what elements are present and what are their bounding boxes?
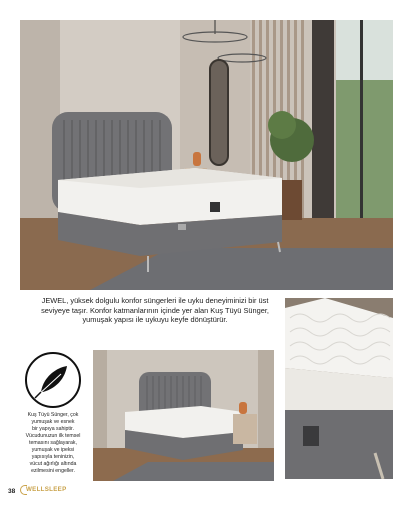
product-description [30,296,280,325]
feather-icon-badge [25,352,81,408]
mattress-closeup-photo [285,298,393,479]
page-number: 38 [8,488,16,495]
mattress-closeup-illustration [285,298,393,479]
bedroom-illustration [93,350,274,481]
feather-icon [27,354,79,406]
feather-foam-description [18,412,88,475]
feature-line: ezilmesini engeller. [31,468,75,474]
feature-line: yapısıyla teninizin, [31,454,75,460]
brand-logo: WELLSLEEP [26,486,67,493]
feature-line: Kuş Tüyü Sünger, çok [27,412,79,418]
bedroom-photo [93,350,274,481]
feature-line: yumuşak ve ipeksi [31,447,75,453]
hero-bed-photo [20,20,393,290]
description-line-3: yumuşak yapısı ile uykuyu keyfe dönüştürür. [82,315,228,325]
hero-bed-illustration [20,20,393,290]
feature-line: vücut ağırlığı altında [29,461,77,467]
feature-line: temasını sağlayarak, [29,440,77,446]
feature-line: Vücudunuzun ilk temsel [25,433,81,439]
feature-line: bir yapıya sahiptir. [32,426,74,432]
feature-line: yumuşak ve esnek [31,419,75,425]
description-line-2: seviyeye taşır. Konfor katmanlarının içinde yer alan Kuş Tüyü Sünger, [41,305,269,315]
description-line-1: JEWEL, yüksek dolgulu konfor süngerleri ile uyku deneyiminizi bir üst [41,296,269,305]
